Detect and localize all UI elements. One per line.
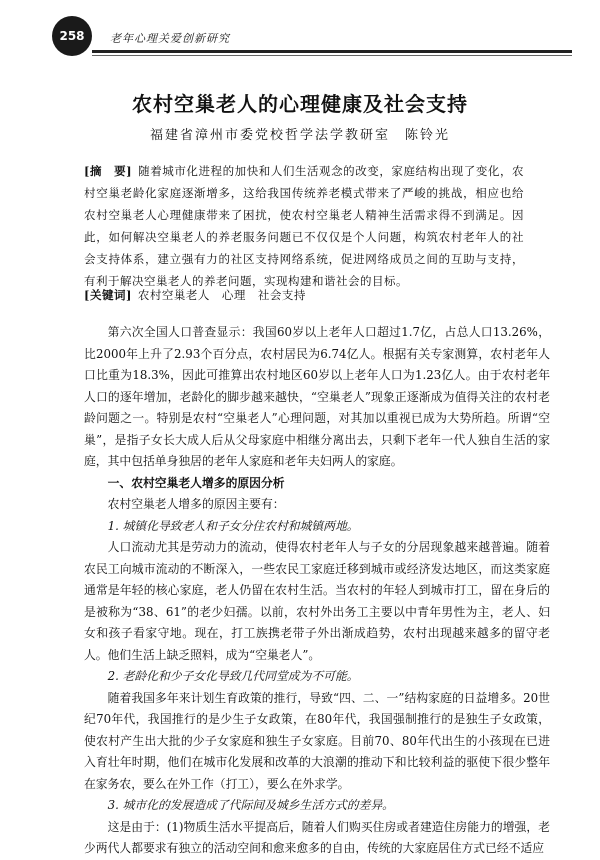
header-rule-thin — [92, 55, 572, 56]
abstract-label: [摘 要] — [84, 164, 133, 178]
keywords-text: 农村空巢老人 心理 社会支持 — [137, 288, 306, 302]
abstract-text: 随着城市化进程的加快和人们生活观念的改变，家庭结构出现了变化，农村空巢老龄化家庭逐渐增多，这给我国传统养老模式带来了严峻的挑战，相应也给农村空巢老人心理健康带来了困扰，使农村空巢老人精神生活需求得不到满足。因此，如何解决空巢老人的养老服务问题已不仅仅是个人问题，构筑农村老年人的社会支持体系，建立强有力的社区支持网络系统，促进网络成员之间的互助与支持，有利于解决空巢老人的养老问题，实现构建和谐社会的目标。 — [84, 164, 524, 288]
keywords-label: [关键词] — [84, 288, 132, 302]
paragraph: 人口流动尤其是劳动力的流动，使得农村老年人与子女的分居现象越来越普遍。随着农民工向城市流动的不断深入，一些农民工家庭迁移到城市或经济发达地区，而这类家庭通常是年轻的核心家庭，老人仍留在农村生活。当农村的年轻人到城市打工，留在身后的是被称为“38、61”的老少妇孺。以前，农村外出务工主要以中青年男性为主，老人、妇女和孩子看家守地。现在，打工族携老带子外出渐成趋势，农村出现越来越多的留守老人。他们生活上缺乏照料，成为“空巢老人”。 — [84, 540, 550, 662]
article-body — [84, 322, 550, 860]
subsection-heading: 2. 老龄化和少子女化导致几代同堂成为不可能。 — [107, 669, 359, 683]
paragraph: 第六次全国人口普查显示：我国60岁以上老年人口超过1.7亿，占总人口13.26%，比2000年上升了2.93个百分点，农村居民为6.74亿人。根据有关专家测算，农村老年人口比重为18.3%，因此可推算出农村地区60岁以上老年人口为1.23亿人。由于农村老年人口的逐年增加，老龄化的脚步越来越快，“空巢老人”现象正逐渐成为值得关注的农村老龄问题之一。特别是农村“空巢老人”心理问题，对其加以重视已成为大势所趋。所谓“空巢”，是指子女长大成人后从父母家庭中相继分离出去，只剩下老年一代人独自生活的家庭，其中包括单身独居的老年人家庭和老年夫妇两人的家庭。 — [84, 325, 550, 468]
abstract — [84, 160, 524, 292]
journal-name: 老年心理关爱创新研究 — [110, 32, 230, 45]
section-heading: 一、农村空巢老人增多的原因分析 — [107, 475, 285, 490]
page-header — [52, 16, 572, 56]
subsection-heading: 1. 城镇化导致老人和子女分住农村和城镇两地。 — [107, 518, 359, 533]
keywords — [84, 286, 524, 304]
page-number-badge: 258 — [52, 16, 92, 56]
author-line: 福建省漳州市委党校哲学法学教研室 陈铃光 — [149, 128, 450, 143]
paragraph: 随着我国多年来计划生育政策的推行，导致“四、二、一”结构家庭的日益增多。20世纪70年代，我国推行的是少生子女政策，在80年代，我国强制推行的是独生子女政策，使农村产生出大批的少子女家庭和独生子女家庭。目前70、80年代出生的小孩现在已进入育壮年时期，他们在城市化发展和改革的大浪潮的推动下和比较利益的驱使下很少整年在家务农，要么在外工作（打工），要么在外求学。 — [84, 690, 550, 791]
header-rule — [92, 50, 572, 53]
article-title: 农村空巢老人的心理健康及社会支持 — [132, 92, 468, 116]
paragraph: 这是由于：(1)物质生活水平提高后，随着人们购买住房或者建造住房能力的增强，老少两代人都要求有独立的活动空间和愈来愈多的自由，传统的大家庭居住方式已经不适应 — [84, 819, 550, 855]
paragraph: 农村空巢老人增多的原因主要有： — [107, 497, 285, 511]
subsection-heading: 3. 城市化的发展造成了代际间及城乡生活方式的差异。 — [107, 798, 394, 812]
